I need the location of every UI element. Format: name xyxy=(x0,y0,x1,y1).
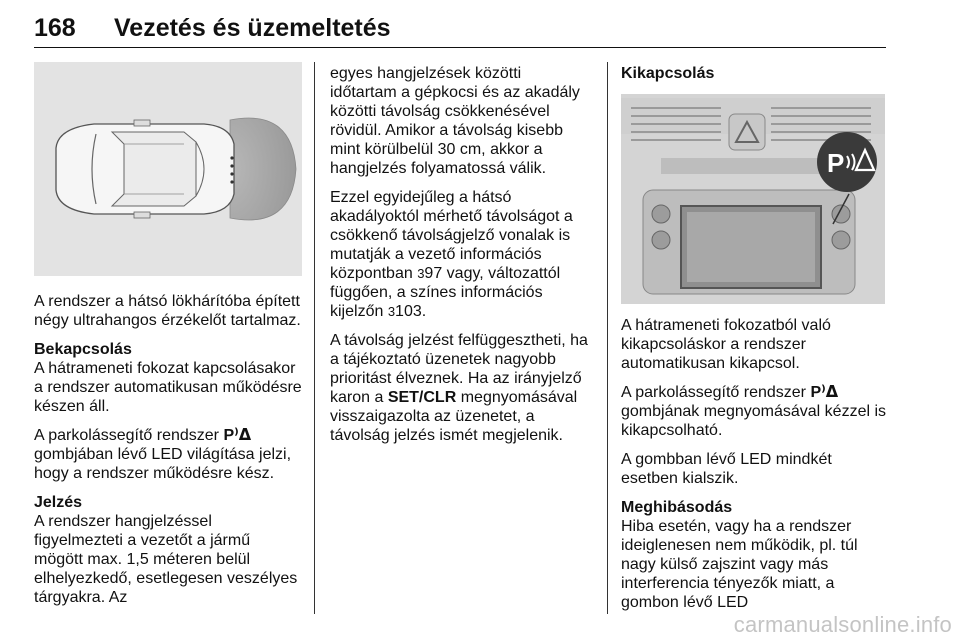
led-text-end: gombjában lévő LED világítása jelzi, hogy a rendszer működésre kész. xyxy=(34,446,292,482)
column-divider xyxy=(607,62,608,614)
interval-text: egyes hangjelzések közötti időtartam a gépkocsi és az akadály közötti távolság csökkenésével rövidül. Amikor a távolság kisebb mint körülbelül 30 cm, akkor a hangjelzés folyamatossá válik. xyxy=(330,65,580,177)
page-header xyxy=(34,14,886,48)
dashboard-icon xyxy=(621,94,885,304)
led-off-text: A gombban lévő LED mindkét esetben kialszik. xyxy=(621,451,832,487)
watermark: carmanualsonline.info xyxy=(733,612,952,637)
heading-signal: Jelzés xyxy=(34,494,83,511)
svg-text:P: P xyxy=(827,148,845,178)
column-middle: egyes hangjelzések közötti időtartam a gépkocsi és az akadály közötti távolság csökkenésével rövidül. Amikor a távolság kisebb mint körülbelül 30 cm, akkor a hangjelzés folyamatossá válik. Ezzel egyidejűleg a hátsó akadályoktól mérhető távolságot a csökkenő távolságjelző vonalak is mutatják a vezető információs központban 397 vagy, változattól függően, a színes információs kijelzőn 3103. A távolság jelzést felfüggesztheti, ha a tájékoztató üzenetek nagyobb prioritást élveznek. Ha az irányjelző karon a SET/CLR megnyomásával visszaigazolta az üzenetet, a távolság jelzés ismét megjelenik. xyxy=(330,64,592,455)
page-reference-arrow-icon: 3 xyxy=(417,266,425,281)
suspend-text-end: megnyomásával visszaigazolta az üzenetet, a távolság jelzés ismét megjelenik. xyxy=(330,389,578,444)
page-ref-97: 97 xyxy=(424,265,443,282)
suspend-text-start: A távolság jelzést felfüggesztheti, ha a tájékoztató üzenetek nagyobb prioritást élveznek. Ha az irányjelző karon a xyxy=(330,332,588,406)
park-assist-icon: P⁾ᐃ xyxy=(810,384,839,401)
page-number: 168 xyxy=(34,14,76,42)
manual-off-text-start: A parkolássegítő rendszer xyxy=(621,384,811,401)
set-clr-label: SET/CLR xyxy=(387,389,457,406)
activation-text: A hátrameneti fokozat kapcsolásakor a rendszer automatikusan működésre készen áll. xyxy=(34,360,302,415)
column-divider xyxy=(314,62,315,614)
signal-text: A rendszer hangjelzéssel figyelmezteti a vezetőt a jármű mögött max. 1,5 méteren belül elhelyezkedő, esetlegesen veszélyes tárgyakra. Az xyxy=(34,513,298,606)
heading-fault: Meghibásodás xyxy=(621,499,733,516)
column-right-text xyxy=(621,316,889,622)
display-text-mid: vagy, változattól függően, a színes információs kijelzőn xyxy=(330,265,561,320)
heading-activation: Bekapcsolás xyxy=(34,341,132,358)
page-reference-arrow-icon: 3 xyxy=(387,304,396,319)
manual-off-text-end: gombjának megnyomásával kézzel is kikapcsolható. xyxy=(621,403,887,439)
column-right xyxy=(621,64,889,83)
auto-off-text: A hátrameneti fokozatból való kikapcsoláskor a rendszer automatikusan kikapcsol. xyxy=(621,317,831,372)
section-title: Vezetés és üzemeltetés xyxy=(114,14,391,42)
dashboard-button-illustration xyxy=(621,94,885,304)
page-ref-103: 103 xyxy=(395,303,422,320)
fault-text: Hiba esetén, vagy ha a rendszer ideiglenesen nem működik, pl. túl nagy külső zajszint vagy más interferencia tényezők miatt, a gombon lévő LED xyxy=(621,518,858,611)
park-assist-icon: P⁾ᐃ xyxy=(223,427,252,444)
led-text-start: A parkolássegítő rendszer xyxy=(34,427,224,444)
heading-deactivation: Kikapcsolás xyxy=(621,65,715,82)
display-text-start: Ezzel egyidejűleg a hátsó akadályoktól mérhető távolságot a csökkenő távolságjelző vonalak is mutatják a vezető információs központban xyxy=(330,189,573,282)
column-left xyxy=(34,62,302,617)
sensor-description: A rendszer a hátsó lökhárítóba épített négy ultrahangos érzékelőt tartalmaz. xyxy=(34,293,301,329)
